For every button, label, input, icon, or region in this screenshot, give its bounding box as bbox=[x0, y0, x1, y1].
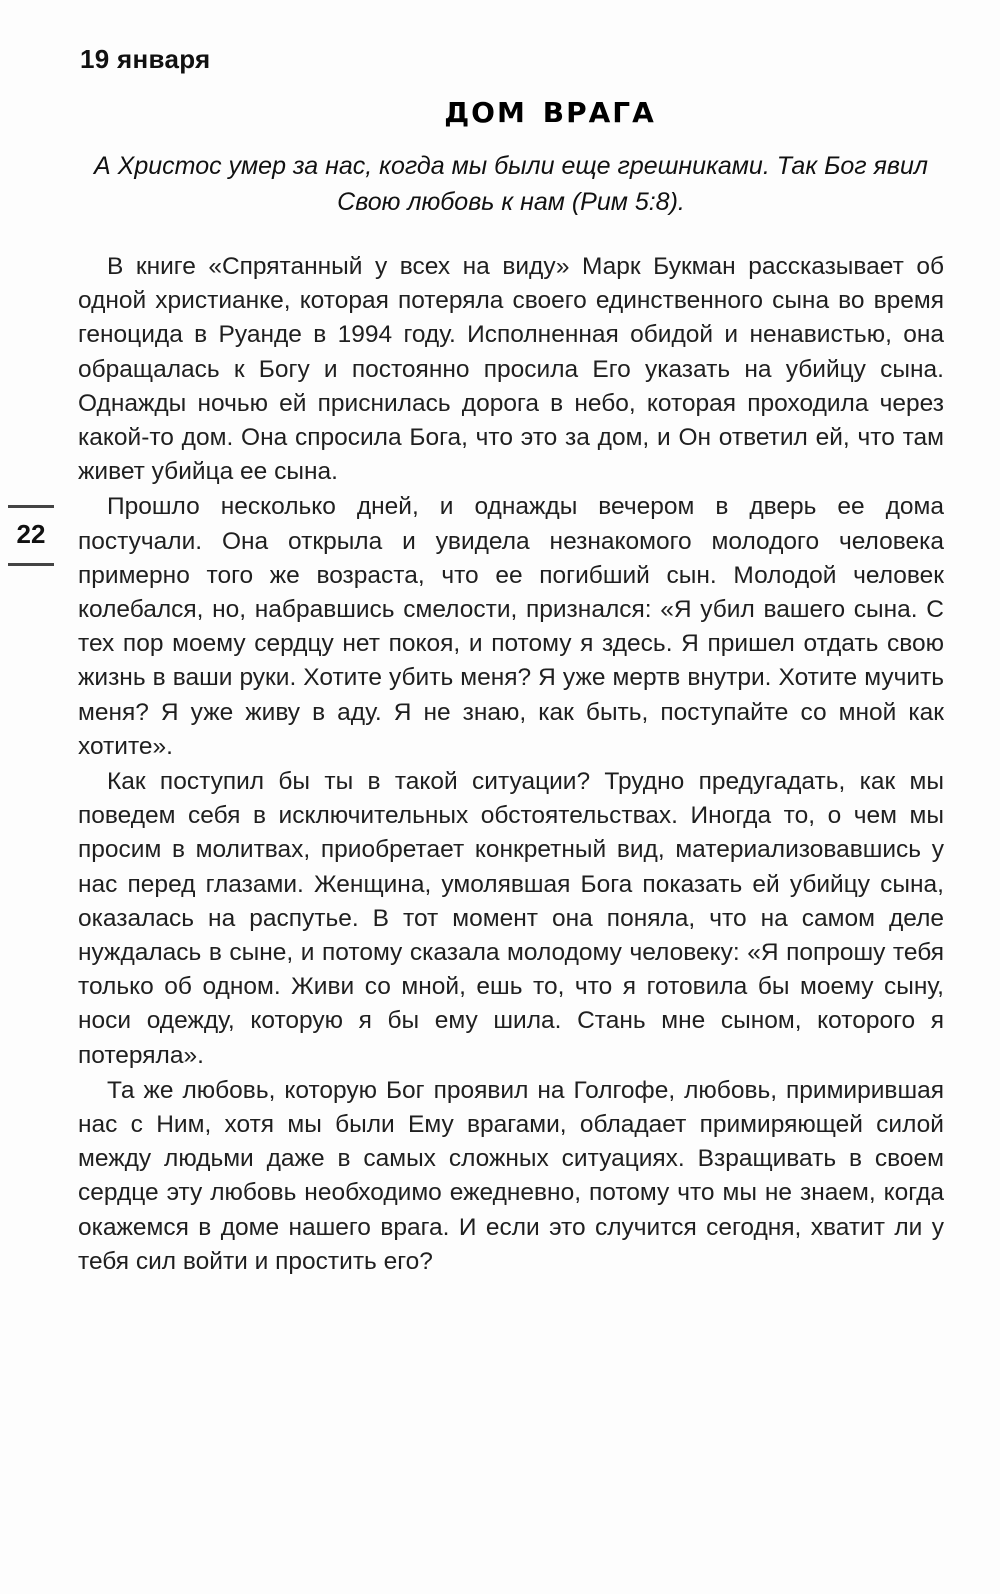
article-body bbox=[78, 250, 944, 1280]
page-number-rule-bottom bbox=[8, 563, 54, 566]
page-number-marker bbox=[4, 505, 54, 567]
paragraph: Та же любовь, которую Бог проявил на Голгофе, любовь, примирившая нас с Ним, хотя мы были Ему врагами, обладает примиряющей силой между людьми даже в самых сложных ситуациях. Взращивать в своем сердце эту любовь необходимо ежедневно, потому что мы не знаем, когда окажемся в доме нашего врага. И если это случится сегодня, хватит ли у тебя сил войти и простить его? bbox=[78, 1076, 944, 1275]
paragraph: Как поступил бы ты в такой ситуации? Трудно предугадать, как мы поведем себя в исключительных обстоятельствах. Иногда то, о чем мы просим в молитвах, приобретает конкретный вид, материализовавшись у нас перед глазами. Женщина, умолявшая Бога показать ей убийцу сына, оказалась на распутье. В тот момент она поняла, что на самом деле нуждалась в сыне, и потому сказала молодому человеку: «Я попрошу тебя только об одном. Живи со мной, ешь то, что я готовила бы моему сыну, носи одежду, которую я бы ему шила. Стань мне сыном, которого я потеряла». bbox=[78, 768, 944, 1069]
epigraph-line-1: А Христос умер за нас, когда мы были еще грешниками. Так Бог явил bbox=[94, 152, 928, 180]
paragraph: Прошло несколько дней, и однажды вечером в дверь ее дома постучали. Она открыла и увидела незнакомого молодого человека примерно того же возраста, что ее погибший сын. Молодой человек колебался, но, набравшись смелости, признался: «Я убил вашего сына. С тех пор моему сердцу нет покоя, и потому я здесь. Я пришел отдать свою жизнь в ваши руки. Хотите убить меня? Я уже мертв внутри. Хотите мучить меня? Я уже живу в аду. Я не знаю, как быть, поступайте со мной как хотите». bbox=[78, 493, 944, 760]
epigraph bbox=[78, 148, 944, 220]
page-number-rule-top bbox=[8, 505, 54, 508]
paragraph: В книге «Спрятанный у всех на виду» Марк Букман рассказывает об одной христианке, которая потеряла своего единственного сына во время геноцида в Руанде в 1994 году. Исполненная обидой и ненавистью, она обращалась к Богу и постоянно просила Его указать на убийцу сына. Однажды ночью ей приснилась дорога в небо, которая проходила через какой-то дом. Она спросила Бога, что это за дом, и Он ответил ей, что там живет убийца ее сына. bbox=[78, 253, 944, 486]
page-number: 22 bbox=[16, 519, 46, 549]
page-title: дом врага bbox=[444, 86, 656, 132]
page-date: 19 января bbox=[80, 44, 211, 74]
epigraph-line-2: Свою любовь к нам (Рим 5:8). bbox=[337, 188, 685, 216]
